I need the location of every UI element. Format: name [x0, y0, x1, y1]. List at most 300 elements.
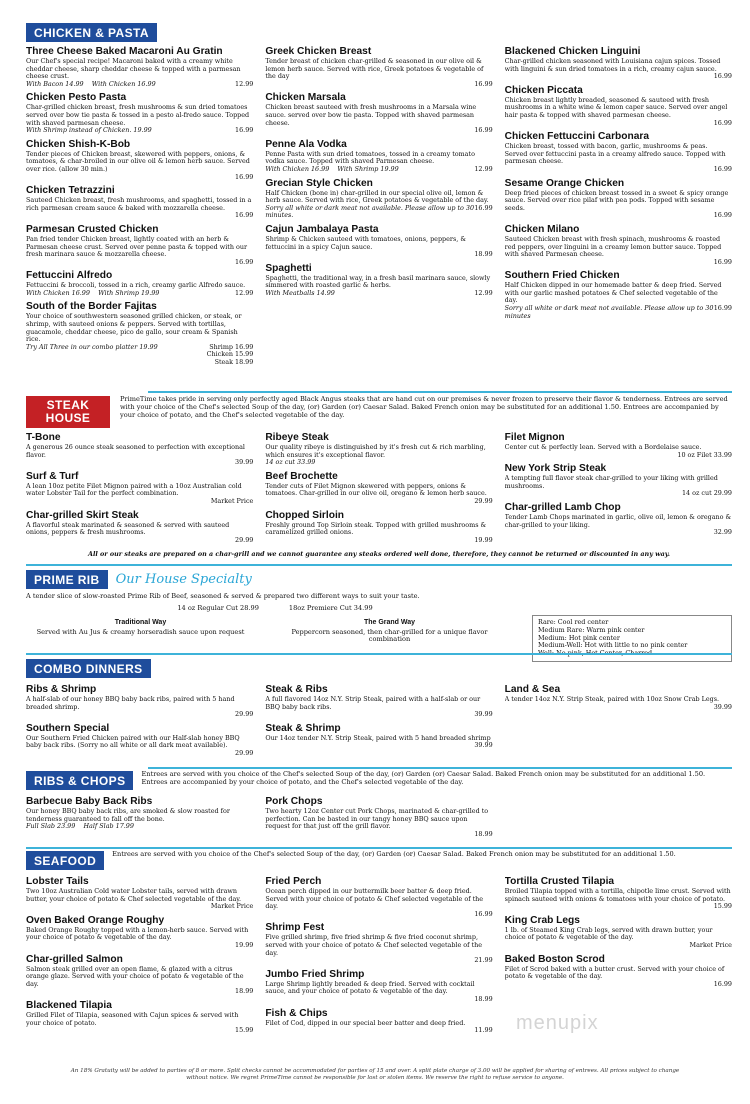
menu-item-name: Blackened Tilapia — [26, 999, 112, 1011]
menu-item-description: Two 10oz Australian Cold water Lobster tails, served with drawn butter, your choice of potato & Chef selected vegetable of the day. — [26, 888, 242, 903]
menu-item-description: Chicken breast sauteed with fresh mushrooms in a Marsala wine sauce. served over bow tie pasta. Topped with shaved parmesan cheese. — [265, 104, 477, 127]
menu-item-description: Char-grilled chicken seasoned with Louisiana cajun spices. Tossed with linguini & sun dried tomatoes in a rich, creamy cajun sauce. — [504, 58, 721, 73]
menu-item-price: 39.99 — [474, 741, 493, 750]
prime-rib-header — [26, 570, 732, 589]
menu-item — [505, 463, 732, 498]
menu-item-price: 16.99 — [713, 164, 732, 173]
menu-item — [505, 178, 732, 220]
doneness-rare: Rare: Cool red center — [538, 618, 609, 626]
menu-item-extra: Try All Three in our combo platter 19.99 — [26, 342, 158, 351]
menu-item-name: Southern Special — [26, 722, 110, 734]
menu-item-price: 39.99 — [474, 710, 493, 719]
combo-col-1 — [26, 684, 253, 762]
menu-item-price-row — [26, 459, 253, 467]
menu-item-description: Grilled Filet of Tilapia, seasoned with Cajun spices & served with your choice of potato. — [26, 1011, 239, 1027]
menu-item-description: Half Chicken dipped in our homemade batter & deep fried. Served with our garlic mashed potatoes & Chef selected vegetable of the day. — [504, 282, 722, 305]
menu-item-price-row — [505, 704, 732, 712]
prime-rib-rule — [26, 564, 732, 566]
menu-item-description: Tender cuts of Filet Mignon skewered with peppers, onions & tomatoes. Char-grilled in our olive oil, oregano & lemon herb sauce. — [265, 482, 487, 498]
menu-item-price-row — [265, 251, 492, 259]
menu-item — [265, 92, 492, 134]
menu-item-price-row — [265, 1027, 492, 1035]
menu-item-price-row — [26, 359, 253, 367]
seafood-rule — [26, 847, 732, 849]
menu-item-name: Oven Baked Orange Roughy — [26, 914, 165, 926]
menu-item-price: 39.99 — [235, 458, 254, 467]
menu-item — [26, 301, 253, 366]
menu-item — [265, 969, 492, 1004]
menu-item-name: Filet Mignon — [504, 432, 565, 443]
menu-item — [26, 185, 253, 220]
menu-item-name: Parmesan Crusted Chicken — [26, 223, 159, 235]
doneness-medium-well: Medium-Well: Hot with little to no pink center — [538, 641, 688, 650]
steak-col-1 — [26, 432, 253, 548]
menu-item-price: Market Price — [210, 496, 254, 505]
ribs-col-3 — [505, 796, 732, 842]
menu-item-name: Fettuccini Alfredo — [26, 270, 113, 282]
menu-item-price-row — [505, 73, 732, 81]
menu-item-description: Tender Lamb Chops marinated in garlic, olive oil, lemon & oregano & char-grilled to your liking. — [504, 513, 732, 529]
menu-item-name: Spaghetti — [265, 262, 312, 274]
menu-item-price: 18.99 — [474, 250, 493, 259]
menu-item-extra: Sorry all white or dark meat not available. Please allow up to 30 minutes — [504, 304, 714, 320]
menu-item-description: Baked Orange Roughy topped with a lemon-herb sauce. Served with your choice of potato & vegetable of the day. — [26, 926, 249, 942]
menu-item — [265, 139, 492, 174]
steak-rule — [148, 391, 732, 393]
menu-item-description: Tender breast of chicken char-grilled & seasoned in our olive oil & lemon herb sauce. Served with rice, Greek potatoes & vegetable of the day — [265, 58, 484, 81]
menu-item-price: 16.99 — [474, 79, 493, 88]
seafood-columns — [26, 876, 732, 1039]
menu-item-description: Center cut & perfectly lean. Served with a Bordelaise sauce. — [504, 444, 702, 451]
prime-rib-section — [26, 570, 732, 662]
menu-item-price: 16.99 — [474, 203, 493, 212]
ribs-columns — [26, 796, 732, 842]
steak-section — [26, 396, 732, 558]
menu-item-description: A full flavored 14oz N.Y. Strip Steak, paired with a half-slab or our BBQ baby back ribs. — [265, 696, 481, 711]
steak-banner-line1: STEAK — [46, 398, 90, 412]
menu-item-description: A tempting full flavor steak char-grilled to your liking with grilled mushrooms. — [504, 475, 718, 490]
menu-item-extra: Sorry all white or dark meat not available. Please allow up to 30 minutes. — [265, 203, 475, 220]
menu-item-name: Ribs & Shrimp — [26, 684, 97, 695]
menu-item-extra: 14 oz cut 33.99 — [265, 458, 316, 467]
menu-item-price: 19.99 — [235, 940, 254, 949]
footer-note: An 18% Gratuity will be added to parties of 8 or more. Split checks cannot be accommodated for parties of 15 and over. A split plate charge of 3.00 will be applied for sharing of entrees. All prices subject to change without notice. We regret PrimeTime cannot be responsible for lost or stolen items. We reserve the right to refuse service to anyone. — [70, 1068, 680, 1081]
menu-item-name: Fish & Chips — [265, 1007, 328, 1019]
menu-item — [505, 954, 732, 989]
menu-item-price-row — [505, 452, 732, 460]
steak-disclaimer: All or our steaks are prepared on a char-grill and we cannot guarantee any steaks ordered well done, therefore, they cannot be returned or discounted in any way. — [88, 550, 670, 559]
menu-item-description: Chicken breast lightly breaded, seasoned & sauteed with fresh mushrooms in a white wine & lemon caper sauce. Served over angel hair pasta & topped with shaved parmesan cheese. — [504, 96, 728, 119]
menu-item-name: Chicken Piccata — [504, 84, 583, 96]
menu-item-price-row — [26, 1027, 253, 1035]
menu-item-price-row — [265, 831, 492, 839]
menu-item — [265, 796, 492, 838]
prime-rib-left — [26, 593, 524, 662]
menu-item-name: Chicken Fettuccini Carbonara — [504, 131, 650, 143]
menu-item-price-row — [505, 305, 732, 320]
menu-item — [505, 684, 732, 711]
menu-item-name: Lobster Tails — [26, 876, 89, 887]
menu-item — [26, 139, 253, 181]
menu-item-price-row — [26, 537, 253, 545]
menu-item-price: 16.99 — [235, 257, 254, 266]
prime-rib-intro: A tender slice of slow-roasted Prime Rib of Beef, seasoned & served & prepared two different ways to suit your taste. — [26, 592, 420, 600]
menu-item — [265, 224, 492, 259]
ribs-rule — [148, 767, 732, 769]
menu-item-price: 15.99 — [713, 902, 732, 911]
menu-item-description: Large Shrimp lightly breaded & deep fried. Served with cocktail sauce, and your choice of potato & vegetable of the day. — [265, 980, 475, 996]
menu-item-price-row — [505, 903, 732, 911]
menu-item-extra: Full Slab 23.99 Half Slab 17.99 — [26, 822, 134, 831]
menu-item-price-row — [265, 537, 492, 545]
menu-item-description: Our Chef's special recipe! Macaroni baked with a creamy white cheddar cheese, sharp cheddar cheese & topped with a parmesan cheese crust. — [26, 58, 241, 81]
menu-item-name: Surf & Turf — [26, 470, 79, 482]
ribs-header — [26, 771, 732, 790]
menu-item-price-row — [265, 742, 492, 750]
menu-item-extra: With Shrimp instead of Chicken. 19.99 — [26, 126, 152, 135]
menu-item-price-row — [26, 174, 253, 182]
prime-rib-grand-title: The Grand Way — [363, 618, 416, 626]
menu-item-description: Our Southern Fried Chicken paired with our Half-slab honey BBQ baby back ribs. (Sorry no all white or all dark meat available). — [26, 734, 240, 750]
menupix-watermark: menupix — [516, 1012, 599, 1034]
chicken-pasta-banner: CHICKEN & PASTA — [26, 23, 157, 42]
menu-item — [265, 876, 492, 918]
menu-item-price: 16.99 — [713, 211, 732, 220]
menu-item — [505, 502, 732, 537]
menu-item-description: Our 14oz tender N.Y. Strip Steak, paired with 5 hand breaded shrimp — [265, 734, 491, 742]
menu-item-description: Spaghetti, the traditional way, in a fresh basil marinara sauce, slowly simmered with roasted garlic & herbs. — [265, 274, 491, 290]
menu-item — [505, 432, 732, 459]
menu-item-name: Southern Fried Chicken — [504, 270, 620, 282]
menu-item-price: 29.99 — [235, 710, 254, 719]
menu-item-price-row — [505, 529, 732, 537]
menu-item-name: Barbecue Baby Back Ribs — [26, 796, 153, 807]
menu-item — [265, 922, 492, 964]
menu-item — [505, 270, 732, 320]
menu-item-price: Market Price — [689, 940, 732, 949]
prime-rib-grand — [255, 619, 524, 645]
menu-item-description: Filet of Cod, dipped in our special beer batter and deep fried. — [265, 1019, 466, 1027]
steak-columns — [26, 432, 732, 548]
menu-item — [26, 471, 253, 506]
menu-item — [505, 131, 732, 173]
menu-item-price: 18.99 — [235, 987, 254, 996]
menu-item-price: 19.99 — [474, 535, 493, 544]
menu-item-name: Land & Sea — [504, 684, 561, 695]
menu-item-name: Ribeye Steak — [265, 432, 329, 443]
menu-item — [265, 432, 492, 467]
menu-item-price: 16.99 — [713, 979, 732, 988]
menu-item-price: 16.99 — [713, 257, 732, 266]
menu-item-name: Cajun Jambalaya Pasta — [265, 223, 379, 235]
prime-rib-script: Our House Specialty — [115, 572, 252, 587]
menu-item-price: 12.99 — [235, 79, 254, 88]
menu-item-price: 29.99 — [474, 496, 493, 505]
menu-item — [505, 915, 732, 950]
menu-item-description: Our quality ribeye is distinguished by it's fresh cut & rich marbling, which ensures it's exceptional flavor. — [265, 444, 486, 459]
menu-item-description: Penne Pasta with sun dried tomatoes, tossed in a creamy tomato vodka sauce. Topped with shaved Parmesan cheese. — [265, 150, 475, 166]
menu-item — [505, 46, 732, 81]
menu-item-price-row — [265, 166, 492, 174]
menu-item-name: Fried Perch — [265, 876, 322, 887]
prime-rib-cut-premiere: 18oz Premiere Cut 34.99 — [288, 603, 373, 612]
chicken-pasta-col-3 — [505, 46, 732, 371]
menu-item-price-row — [505, 259, 732, 267]
menu-item — [26, 954, 253, 996]
menu-item-price-row — [265, 127, 492, 135]
menu-item-description: A lean 10oz petite Filet Mignon paired with a 10oz Australian cold water Lobster Tail for the perfect combination. — [26, 482, 242, 498]
menu-item-price: 16.99 — [474, 126, 493, 135]
menu-item-price-row — [26, 127, 253, 135]
prime-rib-banner: PRIME RIB — [26, 570, 108, 589]
menu-item-extra: With Bacon 14.99 With Chicken 16.99 — [26, 79, 156, 88]
doneness-medium-rare: Medium Rare: Warm pink center — [538, 625, 645, 634]
menu-item-price: 18.99 — [474, 994, 493, 1003]
menu-item-price-row — [26, 988, 253, 996]
menu-item-price-row — [505, 490, 732, 498]
menu-item-price: 16.99 — [713, 304, 732, 313]
menu-item-price: 29.99 — [235, 748, 254, 757]
menu-item-name: South of the Border Fajitas — [26, 301, 157, 313]
menu-item-name: Three Cheese Baked Macaroni Au Gratin — [26, 46, 223, 57]
combo-rule — [26, 653, 732, 655]
menu-item-description: Our honey BBQ baby back ribs, are smoked & slow roasted for tenderness guaranteed to fall off the bone. — [26, 808, 230, 823]
menu-item-name: Char-grilled Salmon — [26, 953, 123, 965]
menu-item-description: A generous 26 ounce steak seasoned to perfection with exceptional flavor. — [26, 444, 245, 459]
prime-rib-grand-desc: Peppercorn seasoned, then char-grilled for a unique flavor combination — [291, 627, 488, 644]
menu-item-name: T-Bone — [26, 432, 61, 443]
menu-item — [26, 1000, 253, 1035]
menu-item — [26, 723, 253, 758]
steak-banner — [26, 396, 110, 428]
menu-item — [505, 85, 732, 127]
menu-item-price-row — [26, 212, 253, 220]
menu-item-description: Pan fried tender Chicken breast, lightly coated with an herb & Parmesan cheese crust. Served over penne pasta & topped with our fresh marinara sauce & mozzarella cheese. — [26, 235, 248, 259]
menu-item — [505, 876, 732, 911]
menu-item-price: 16.99 — [235, 211, 254, 220]
menu-item-price-row — [26, 903, 253, 911]
chicken-pasta-columns — [26, 46, 732, 371]
menu-item-name: Char-grilled Lamb Chop — [504, 501, 621, 513]
menu-item-name: Steak & Ribs — [265, 684, 328, 695]
menu-item-price: 11.99 — [474, 1026, 493, 1035]
steak-banner-line2: HOUSE — [45, 411, 91, 425]
menu-item-description: Freshly ground Top Sirloin steak. Topped with grilled mushrooms & caramelized grilled onions. — [265, 521, 487, 537]
menu-item-name: Greek Chicken Breast — [265, 46, 372, 57]
menu-item-price-row — [26, 942, 253, 950]
menu-item-price-row — [26, 711, 253, 719]
combo-columns — [26, 684, 732, 762]
seafood-col-1 — [26, 876, 253, 1039]
menu-item-price-row — [265, 498, 492, 506]
menu-item-price-row — [26, 259, 253, 267]
menu-item-price-row — [265, 996, 492, 1004]
menu-item-description: Char-grilled chicken breast, fresh mushrooms & sun dried tomatoes served over bow tie pasta & tossed in a pesto al-fredo sauce. Topped with shaved parmesan cheese. — [26, 104, 250, 127]
menu-item-name: Pork Chops — [265, 796, 323, 807]
menu-item — [265, 510, 492, 545]
menu-item-price: 15.99 — [235, 1026, 254, 1035]
menu-item-name: Beef Brochette — [265, 470, 338, 482]
seafood-col-2 — [265, 876, 492, 1039]
menu-item-price-row — [26, 81, 253, 89]
menu-item-description: Half Chicken (bone in) char-grilled in our special olive oil, lemon & herb sauce. Served with rice, Greek potatoes & vegetable of the day. — [265, 189, 489, 205]
menu-item-description: Tender pieces of Chicken breast, skewered with peppers, onions, & tomatoes, & char-broiled in our olive oil & lemon herb sauce. Served over rice. (allow 30 min.) — [26, 150, 250, 173]
menu-item-description: A half-slab of our honey BBQ baby back ribs, paired with 5 hand breaded shrimp. — [26, 696, 235, 711]
menu-item-name: King Crab Legs — [504, 914, 580, 926]
menu-item — [26, 46, 253, 88]
prime-rib-cut-regular: 14 oz Regular Cut 28.99 — [177, 603, 259, 612]
menu-item-price: 12.99 — [474, 288, 493, 297]
menu-item-name: Shrimp Fest — [265, 922, 325, 934]
menu-item-price-row — [505, 942, 732, 950]
menu-item-name: Penne Ala Vodka — [265, 138, 347, 150]
menu-item — [26, 915, 253, 950]
menu-item-price: 21.99 — [474, 956, 493, 965]
steak-col-2 — [265, 432, 492, 548]
chicken-pasta-section — [26, 22, 732, 371]
menu-item-description: Sauteed Chicken breast, fresh mushrooms, and spaghetti, tossed in a rich parmesan cream sauce & baked with mozzarella cheese. — [26, 197, 252, 212]
menu-item-name: Chopped Sirloin — [265, 509, 344, 521]
menu-item-price: 16.99 — [235, 172, 254, 181]
menu-item-description: A tender 14oz N.Y. Strip Steak, paired with 10oz Snow Crab Legs. — [504, 696, 720, 703]
seafood-intro: Entrees are served with you choice of the Chef's selected Soup of the day, (or) Garden (or) Caesar Salad. Baked French onion may be substituted for an additional 1.50. — [112, 850, 676, 858]
menu-item-price: Steak 18.99 — [214, 358, 254, 367]
menu-item-price: 18.99 — [474, 829, 493, 838]
menu-item — [265, 178, 492, 220]
menu-item-name: Chicken Milano — [504, 223, 580, 235]
prime-rib-traditional — [26, 619, 255, 645]
combo-banner: COMBO DINNERS — [26, 659, 151, 678]
menu-item-price: 16.99 — [713, 72, 732, 81]
menu-item-name: Chicken Tetrazzini — [26, 185, 115, 197]
chicken-pasta-col-2 — [265, 46, 492, 371]
ribs-col-2 — [265, 796, 492, 842]
menu-item-extra: With Chicken 16.99 With Shrimp 19.99 — [265, 164, 399, 173]
menu-item-name: Chicken Marsala — [265, 92, 346, 104]
menu-item-price-row — [265, 711, 492, 719]
menu-item-name: Baked Boston Scrod — [504, 953, 605, 965]
prime-rib-traditional-title: Traditional Way — [114, 618, 167, 626]
menu-item-price: 39.99 — [713, 702, 732, 711]
menu-item-price-row — [505, 120, 732, 128]
menu-item-price-row — [265, 81, 492, 89]
menu-item-description: Fettuccini & broccoli, tossed in a rich, creamy garlic Alfredo sauce. — [26, 282, 246, 290]
ribs-banner: RIBS & CHOPS — [26, 771, 133, 790]
menu-item — [26, 224, 253, 266]
menu-item-price: 14 oz cut 29.99 — [681, 489, 732, 498]
seafood-banner: SEAFOOD — [26, 851, 104, 870]
menu-item-description: Your choice of southwestern seasoned grilled chicken, or steak, or shrimp, with sauteed onions & peppers. Served with tortillas, guacamole, cheddar cheese, pico de gallo, sour cream & Spanish rice. — [26, 313, 242, 344]
chicken-pasta-col-1 — [26, 46, 253, 371]
menu-item — [265, 723, 492, 750]
menu-item-description: Five grilled shrimp, five fried shrimp & five fried coconut shrimp, served with your choice of potato & Chef selected vegetable of the day. — [265, 934, 482, 957]
steak-col-3 — [505, 432, 732, 548]
menu-item — [265, 1008, 492, 1035]
menu-item — [26, 796, 253, 831]
menu-item-price: 16.99 — [713, 118, 732, 127]
combo-col-2 — [265, 684, 492, 762]
menu-item — [26, 876, 253, 911]
menu-item-description: Filet of Scrod baked with a butter crust. Served with your choice of potato & vegetable of the day. — [504, 965, 725, 981]
steak-header — [26, 396, 732, 428]
menu-item-price-row — [26, 498, 253, 506]
menu-item-name: New York Strip Steak — [504, 463, 607, 475]
menu-item-price: 29.99 — [235, 535, 254, 544]
menu-item-description: Sauteed Chicken breast with fresh spinach, mushrooms & roasted red peppers, over linguini in a creamy lemon butter sauce. Topped with shaved Parmesan cheese. — [504, 235, 722, 259]
menu-item-price: Shrimp 16.99 — [209, 342, 254, 351]
steak-intro: PrimeTime takes pride in serving only perfectly aged Black Angus steaks that are hand cut on our premises & never frozen to preserve their flavor & tenderness. Entrees are served with your choice of the Chef's selected Soup of the day, (or) Garden (or) Caesar Salad. Baked French onion may be substituted for an additional 1.50. Entrees are accompanied by your choice of potato, and the Chef's selected vegetable of the day. — [120, 395, 728, 419]
menu-item-name: Chicken Pesto Pasta — [26, 92, 127, 104]
menu-item-name: Grecian Style Chicken — [265, 177, 373, 189]
menu-item-price: 12.99 — [474, 164, 493, 173]
menu-item-description: 1 lb. of Steamed King Crab legs, served with drawn butter, your choice of potato & vegetable of the day. — [504, 926, 713, 942]
menu-item-description: Broiled Tilapia topped with a tortilla, chipotle lime crust. Served with spinach sauteed with onions & tomatoes with your choice of potato. — [504, 888, 731, 903]
menu-item-name: Chicken Shish-K-Bob — [26, 138, 131, 150]
menu-item — [265, 684, 492, 719]
doneness-medium: Medium: Hot pink center — [538, 633, 620, 642]
menu-item-name: Sesame Orange Chicken — [504, 177, 625, 189]
prime-rib-ways — [26, 619, 524, 645]
seafood-header — [26, 851, 732, 870]
menu-item-price-row — [265, 459, 492, 467]
menu-item-name: Jumbo Fried Shrimp — [265, 968, 365, 980]
menu-item-extra: With Meatballs 14.99 — [265, 288, 335, 297]
menu-item-price: Chicken 15.99 — [206, 350, 254, 359]
ribs-section — [26, 771, 732, 842]
menu-item — [26, 270, 253, 297]
menu-item-description: Ocean perch dipped in our buttermilk beer batter & deep fried. Served with your choice of potato & Chef selected vegetable of the day. — [265, 888, 484, 911]
menu-item-description: Shrimp & Chicken sauteed with tomatoes, onions, peppers, & fettuccini in a spicy Cajun sauce. — [265, 235, 467, 251]
combo-col-3 — [505, 684, 732, 762]
menu-item-description: Chicken breast, tossed with bacon, garlic, mushrooms & peas. Served over fettuccini pasta in a creamy alfredo sauce. Topped with parmesan cheese. — [504, 143, 726, 166]
menu-item-price-row — [26, 823, 253, 831]
menu-item — [26, 92, 253, 134]
menu-item-price: 32.99 — [713, 528, 732, 537]
menu-item — [505, 224, 732, 266]
menu-item — [265, 263, 492, 298]
menu-item-price-row — [505, 981, 732, 989]
menu-item — [265, 471, 492, 506]
menu-item-description: Two hearty 12oz Center cut Pork Chops, marinated & char-grilled to perfection. Can be basted in our tangy honey BBQ sauce upon request for that just off the grill flavor. — [265, 808, 489, 831]
menu-item-price-row — [265, 911, 492, 919]
menu-item-name: Steak & Shrimp — [265, 722, 341, 734]
menu-item-price-row — [26, 750, 253, 758]
menu-item-name: Tortilla Crusted Tilapia — [504, 876, 615, 887]
prime-rib-cuts — [26, 605, 524, 613]
menu-item-description: A flavorful steak marinated & seasoned & served with sauteed onions, peppers & fresh mushrooms. — [26, 521, 230, 537]
menu-item-description: Deep fried pieces of chicken breast tossed in a sweet & spicy orange sauce. Served over rice pilaf with pea pods. Topped with sesame seeds. — [504, 189, 729, 212]
menu-item-price: 12.99 — [235, 288, 254, 297]
menu-item-name: Char-grilled Skirt Steak — [26, 509, 139, 521]
menu-item-price-row — [505, 212, 732, 220]
menu-item-price-row — [505, 166, 732, 174]
menu-item-price: 16.99 — [235, 126, 254, 135]
menu-item-price: 10 oz Filet 33.99 — [677, 450, 732, 459]
menu-item — [265, 46, 492, 88]
menu-item-description: Salmon steak grilled over an open flame, & glazed with a citrus orange glaze. Served with your choice of potato & vegetable of the day. — [26, 965, 244, 988]
combo-section — [26, 658, 732, 762]
prime-rib-traditional-desc: Served with Au Jus & creamy horseradish sauce upon request — [36, 627, 245, 636]
menu-item-price: 16.99 — [474, 909, 493, 918]
menu-item-price-row — [265, 290, 492, 298]
seafood-section — [26, 851, 732, 1039]
menu-item-price-row — [26, 290, 253, 298]
menu-item — [26, 684, 253, 719]
menu-item — [26, 510, 253, 545]
ribs-intro: Entrees are served with you choice of the Chef's selected Soup of the day, (or) Garden (or) Caesar Salad. Baked French onion may be substituted for an additional 1.50. Entrees are accompanied by your choice of potato, and the Chef's selected vegetable of the day. — [141, 770, 706, 786]
menu-item-price-row — [265, 205, 492, 220]
menu-item-extra: With Chicken 16.99 With Shrimp 19.99 — [26, 288, 160, 297]
